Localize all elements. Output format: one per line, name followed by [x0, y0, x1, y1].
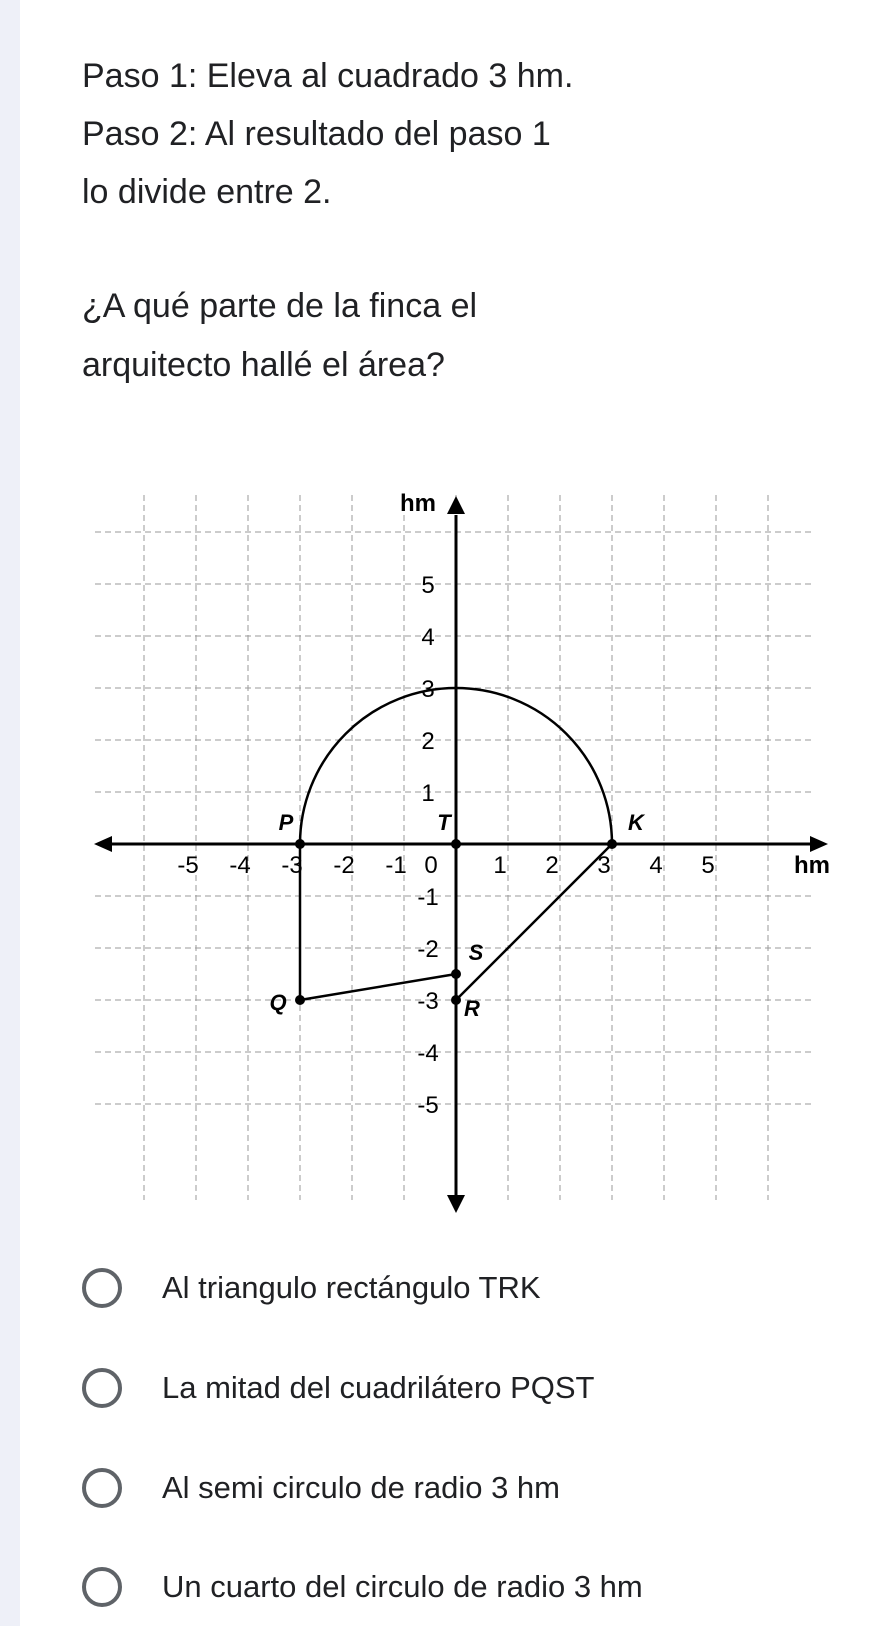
x-tick-label: 5	[701, 852, 715, 879]
question-prompt-line2: arquitecto hallé el área?	[82, 346, 445, 384]
radio-circle-icon[interactable]	[82, 1368, 122, 1408]
x-tick-label: -3	[281, 852, 303, 879]
y-tick-label: 2	[421, 728, 435, 755]
question-prompt-line1: ¿A qué parte de la finca el	[82, 287, 478, 325]
step-2-text-line2: lo divide entre 2.	[82, 173, 332, 211]
point-K	[607, 839, 617, 849]
option-label: Un cuarto del circulo de radio 3 hm	[162, 1569, 643, 1604]
point-label-P: P	[278, 810, 294, 835]
point-label-K: K	[628, 810, 644, 835]
option-quarter-circle-radius-3[interactable]	[82, 1560, 862, 1614]
point-Q	[295, 995, 305, 1005]
point-label-S: S	[468, 940, 484, 965]
x-tick-label: 1	[493, 852, 507, 879]
option-triangle-trk[interactable]	[82, 1261, 862, 1315]
x-tick-label: 3	[597, 852, 611, 879]
y-tick-label: -1	[417, 884, 439, 911]
y-tick-label: 3	[421, 676, 435, 703]
point-S	[451, 969, 461, 979]
option-label: Al semi circulo de radio 3 hm	[162, 1470, 560, 1505]
x-axis-unit-label: hm	[794, 852, 830, 879]
y-axis-bottom-arrow-icon	[447, 1195, 465, 1213]
step-1-text: Paso 1: Eleva al cuadrado 3 hm.	[82, 57, 574, 95]
x-axis-left-arrow-icon	[94, 836, 112, 852]
step-2-text-line1: Paso 2: Al resultado del paso 1	[82, 115, 551, 153]
x-axis-right-arrow-icon	[810, 836, 828, 852]
radio-circle-icon[interactable]	[82, 1268, 122, 1308]
radio-circle-icon[interactable]	[82, 1468, 122, 1508]
y-tick-label: -4	[417, 1040, 439, 1067]
point-R	[451, 995, 461, 1005]
y-axis-top-arrow-icon	[447, 496, 465, 514]
x-tick-label: 4	[649, 852, 663, 879]
y-tick-label: 4	[421, 624, 435, 651]
radio-circle-icon[interactable]	[82, 1567, 122, 1607]
point-T	[451, 839, 461, 849]
x-tick-label: 2	[545, 852, 559, 879]
x-tick-label: -1	[385, 852, 407, 879]
y-tick-label: 1	[421, 780, 435, 807]
point-label-T: T	[437, 810, 451, 835]
point-label-Q: Q	[269, 990, 287, 1015]
y-tick-label: -3	[417, 988, 439, 1015]
y-tick-label: 5	[421, 572, 435, 599]
point-label-R: R	[464, 996, 480, 1021]
point-P	[295, 839, 305, 849]
y-tick-label: -2	[417, 936, 439, 963]
option-half-quadrilateral-pqst[interactable]	[82, 1361, 862, 1415]
x-tick-label: -4	[229, 852, 251, 879]
x-tick-label: -5	[177, 852, 199, 879]
option-label: La mitad del cuadrilátero PQST	[162, 1370, 595, 1405]
x-tick-label: 0	[424, 852, 438, 879]
y-axis-unit-label: hm	[400, 490, 436, 517]
x-tick-label: -2	[333, 852, 355, 879]
segment-KR	[456, 844, 612, 1000]
option-label: Al triangulo rectángulo TRK	[162, 1270, 541, 1305]
y-tick-label: -5	[417, 1092, 439, 1119]
option-semicircle-radius-3[interactable]	[82, 1461, 862, 1515]
